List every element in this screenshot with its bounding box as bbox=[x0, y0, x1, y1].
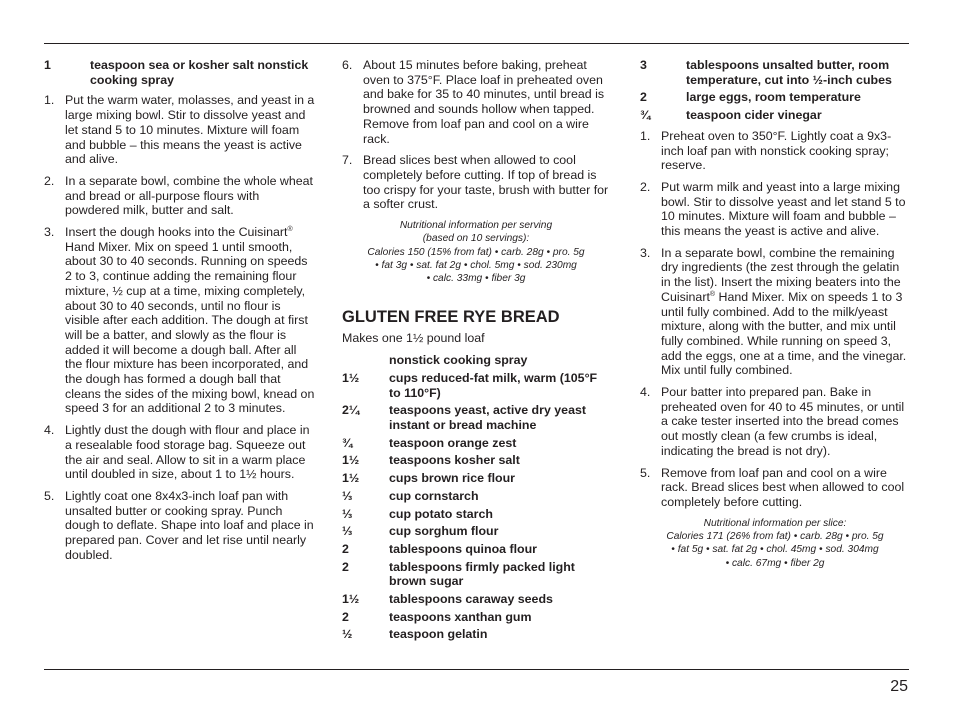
step-text-part: Insert the dough hooks into the Cuisinart bbox=[65, 225, 288, 240]
column-3 bbox=[640, 58, 910, 570]
ingredient-qty: 2 bbox=[342, 559, 349, 574]
ingredient-qty: 1½ bbox=[342, 592, 360, 607]
ingredient-qty: ⅓ bbox=[342, 506, 353, 521]
ingredient-text: cups reduced-fat milk, warm (105°F to 110°F) bbox=[389, 370, 598, 400]
nutrition-line: • calc. 67mg • fiber 2g bbox=[725, 557, 825, 569]
step-number: 1. bbox=[44, 93, 55, 108]
step-item bbox=[44, 489, 316, 563]
ingredient-row bbox=[342, 610, 610, 625]
nutrition-info bbox=[640, 517, 910, 570]
ingredient-list bbox=[640, 58, 910, 123]
ingredient-qty: 1½ bbox=[342, 370, 360, 385]
ingredient-row bbox=[342, 542, 610, 557]
nutrition-line: Calories 150 (15% from fat) • carb. 28g • pro. 5g bbox=[367, 246, 585, 258]
ingredient-text: tablespoons quinoa flour bbox=[389, 541, 537, 556]
step-item bbox=[342, 153, 610, 212]
ingredient-text: teaspoon gelatin bbox=[389, 627, 488, 642]
ingredient-row bbox=[640, 90, 910, 105]
step-text: Put warm milk and yeast into a large mixing bowl. Stir to dissolve yeast and let stand 5 to 10 minutes. Mixture will foam and bubble – this means the yeast is active and alive. bbox=[661, 179, 906, 239]
step-item bbox=[640, 246, 910, 378]
recipe-yield: Makes one 1½ pound loaf bbox=[342, 330, 485, 345]
ingredient-qty: 3 bbox=[640, 58, 647, 72]
ingredient-qty: ¾ bbox=[342, 435, 353, 450]
nutrition-line: Calories 171 (26% from fat) • carb. 28g • pro. 5g bbox=[666, 530, 884, 542]
ingredient-qty: 2 bbox=[342, 609, 349, 624]
step-text: Remove from loaf pan and cool on a wire rack. Bread slices best when allowed to cool completely before cutting. bbox=[661, 465, 905, 509]
step-text: Bread slices best when allowed to cool completely before cutting. If top of bread is too crispy for your taste, brush with butter for a softer crust. bbox=[363, 153, 609, 212]
ingredient-text: nonstick cooking spray bbox=[389, 353, 528, 368]
ingredient-row bbox=[342, 453, 610, 468]
ingredient-qty: ⅓ bbox=[342, 488, 353, 503]
ingredient-row bbox=[342, 471, 610, 486]
steps-list bbox=[342, 58, 610, 212]
step-text: About 15 minutes before baking, preheat oven to 375°F. Place loaf in preheated oven and bake for 35 to 40 minutes, until bread is browned and sounds hollow when tapped. Remove from loaf pan and cool on a wire rack. bbox=[363, 58, 605, 146]
step-item bbox=[640, 385, 910, 459]
ingredient-row bbox=[640, 58, 910, 87]
nutrition-line: (based on 10 servings): bbox=[422, 233, 530, 245]
step-item bbox=[640, 180, 910, 239]
step-number: 2. bbox=[640, 179, 651, 194]
ingredient-qty: 1½ bbox=[342, 471, 360, 486]
step-item bbox=[44, 93, 316, 167]
ingredient-qty: 2¼ bbox=[342, 403, 360, 418]
step-number: 3. bbox=[640, 245, 651, 260]
ingredient-text: tablespoons caraway seeds bbox=[389, 592, 553, 607]
ingredient-row bbox=[342, 371, 610, 400]
nutrition-info bbox=[342, 219, 610, 285]
ingredient-qty: ⅓ bbox=[342, 524, 353, 539]
ingredient-text: cups brown rice flour bbox=[389, 471, 515, 486]
ingredient-qty bbox=[342, 353, 389, 368]
step-text: Lightly coat one 8x4x3-inch loaf pan with unsalted butter or cooking spray. Punch dough to deflate. Shape into loaf and place in prepared pan. Cover and let rise until nearly doubled. bbox=[65, 488, 314, 562]
ingredient-text: cup cornstarch bbox=[389, 488, 479, 503]
step-text bbox=[661, 246, 910, 378]
step-text: Preheat oven to 350°F. Lightly coat a 9x3-inch loaf pan with nonstick cooking spray; reserve. bbox=[661, 128, 892, 173]
bottom-rule bbox=[44, 669, 909, 670]
registered-mark: ® bbox=[709, 290, 716, 298]
top-rule bbox=[44, 43, 909, 44]
ingredient-text: cup potato starch bbox=[389, 506, 493, 521]
ingredient-qty: 1 bbox=[44, 58, 51, 72]
ingredient-qty: 2 bbox=[640, 90, 647, 105]
ingredient-row bbox=[640, 108, 910, 123]
step-text-part: Hand Mixer. Mix on speed 1 until smooth, about 30 to 40 seconds. Running on speeds 2 to 3, continue adding the remaining flour mixture, ½ cup at a time, mixing completely, about 30 to 40 seconds, until no flour is visible after each addition. The dough at first will be a batter, and slowly as the flour is added it will become a dough ball. After all the flour mixture has been incorporated, and the dough has formed a dough ball that cleans the sides of the mixing bowl, knead on speed 3 for an additional 2 to 3 minutes. bbox=[65, 239, 315, 416]
nutrition-line: Nutritional information per serving bbox=[399, 220, 553, 232]
step-text: In a separate bowl, combine the whole wheat and bread or all-purpose flours with powdered milk, butter and salt. bbox=[65, 173, 313, 218]
nutrition-line: • calc. 33mg • fiber 3g bbox=[426, 273, 526, 285]
step-number: 3. bbox=[44, 225, 55, 240]
step-item bbox=[342, 58, 610, 146]
step-number: 4. bbox=[44, 423, 55, 438]
ingredient-row bbox=[342, 507, 610, 522]
ingredient-qty: 2 bbox=[342, 541, 349, 556]
ingredient-row bbox=[342, 489, 610, 504]
nutrition-line: Nutritional information per slice: bbox=[703, 517, 847, 529]
ingredient-text: large eggs, room temperature bbox=[686, 90, 861, 105]
registered-mark: ® bbox=[287, 225, 293, 233]
step-item bbox=[44, 174, 316, 218]
step-number: 5. bbox=[640, 465, 651, 480]
step-text-part: In a separate bowl, combine the remaining dry ingredients (the zest through the gelatin in the list). Insert the mixing beaters into the Cuisinart bbox=[661, 245, 901, 304]
ingredient-list bbox=[342, 353, 610, 642]
ingredient-text: teaspoons xanthan gum bbox=[389, 609, 532, 624]
column-1 bbox=[44, 58, 316, 570]
nutrition-line: • fat 5g • sat. fat 2g • chol. 45mg • sod. 304mg bbox=[671, 544, 879, 556]
page-number: 25 bbox=[890, 678, 908, 695]
ingredient-text: teaspoon sea or kosher salt nonstick cooking spray bbox=[90, 58, 309, 87]
ingredient-row bbox=[342, 403, 610, 432]
recipe-title: GLUTEN FREE RYE BREAD bbox=[342, 307, 560, 326]
ingredient-qty: ½ bbox=[342, 627, 353, 642]
step-text: Pour batter into prepared pan. Bake in preheated oven for 40 to 45 minutes, or until a cake tester inserted into the bread comes out mostly clean (a few crumbs is ideal, indicating the bread is not dry). bbox=[661, 385, 905, 458]
ingredient-row bbox=[342, 627, 610, 642]
ingredient-row bbox=[342, 524, 610, 539]
step-text: Lightly dust the dough with flour and place in a resealable food storage bag. Squeeze out the air and seal. Allow to sit in a warm place until doubled in size, about 1 to 1½ hours. bbox=[65, 423, 310, 482]
ingredient-text: teaspoons yeast, active dry yeast instant or bread machine bbox=[389, 403, 586, 433]
step-number: 7. bbox=[342, 153, 353, 168]
step-text-part: Hand Mixer. Mix on speeds 1 to 3 until fully combined. Add to the milk/yeast mixture, along with the butter, and mix until fully combined. While running on speed 3, add the eggs, one at a time, and the vinegar. Mix until fully combined. bbox=[661, 289, 907, 378]
step-text bbox=[65, 225, 316, 416]
ingredient-row bbox=[342, 353, 610, 368]
ingredient-row bbox=[342, 592, 610, 607]
steps-list bbox=[640, 129, 910, 510]
ingredient-row bbox=[44, 58, 316, 87]
step-text: Put the warm water, molasses, and yeast in a large mixing bowl. Stir to dissolve yeast and let stand 5 to 10 minutes. Mixture will foam and bubble – this means the yeast is active and alive. bbox=[65, 93, 315, 167]
step-item bbox=[640, 466, 910, 510]
ingredient-row bbox=[342, 436, 610, 451]
ingredient-row bbox=[342, 560, 610, 589]
ingredient-qty: ¾ bbox=[640, 108, 651, 123]
ingredient-text: teaspoon cider vinegar bbox=[686, 108, 822, 123]
step-number: 1. bbox=[640, 128, 651, 143]
ingredient-text: tablespoons unsalted butter, room temperature, cut into ½-inch cubes bbox=[686, 58, 892, 87]
step-number: 2. bbox=[44, 173, 55, 188]
ingredient-text: teaspoons kosher salt bbox=[389, 453, 520, 468]
ingredient-text: tablespoons firmly packed light brown sugar bbox=[389, 559, 575, 589]
ingredient-qty: 1½ bbox=[342, 453, 360, 468]
step-number: 5. bbox=[44, 488, 55, 503]
step-item bbox=[44, 423, 316, 482]
step-item bbox=[44, 225, 316, 416]
ingredient-text: cup sorghum flour bbox=[389, 524, 499, 539]
ingredient-text: teaspoon orange zest bbox=[389, 435, 517, 450]
column-2 bbox=[342, 58, 610, 645]
step-number: 6. bbox=[342, 58, 353, 72]
step-item bbox=[640, 129, 910, 173]
nutrition-line: • fat 3g • sat. fat 2g • chol. 5mg • sod. 230mg bbox=[375, 259, 577, 271]
step-number: 4. bbox=[640, 385, 651, 400]
steps-list bbox=[44, 93, 316, 562]
